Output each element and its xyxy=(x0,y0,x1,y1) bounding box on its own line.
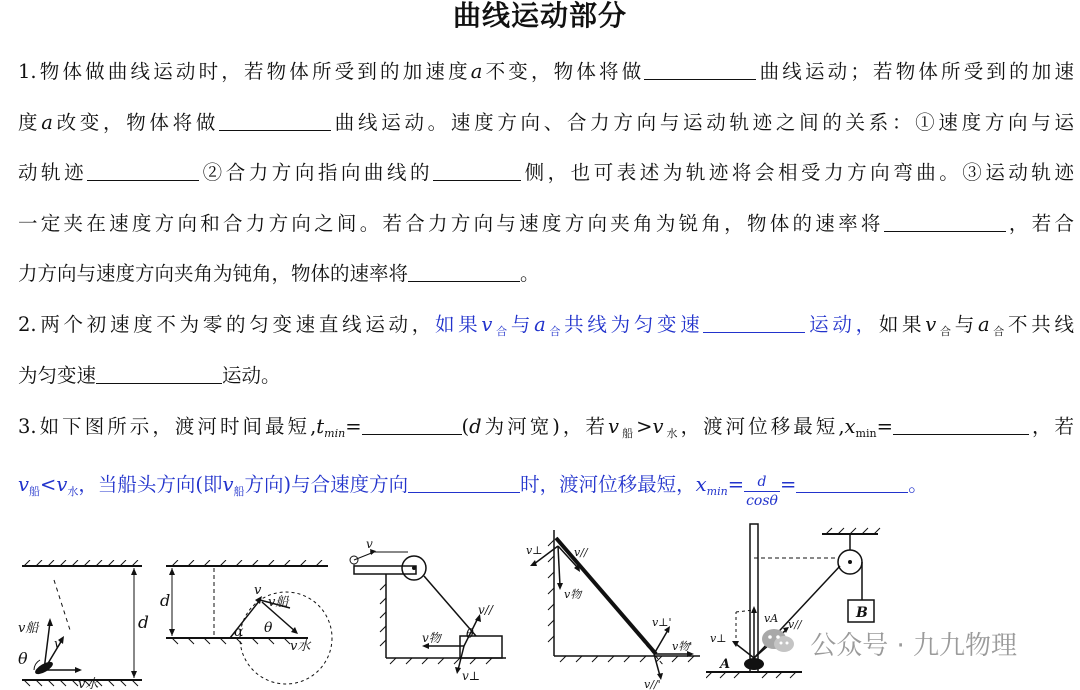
q1-line-5: 力方向与速度方向夹角为钝角，物体的速率将 。 xyxy=(18,259,1074,289)
label-v: v xyxy=(254,583,262,598)
wechat-icon xyxy=(760,627,796,655)
label-B: B xyxy=(856,605,868,621)
figure-boat-crossing xyxy=(14,560,164,690)
label-v-shui: v水 xyxy=(290,639,311,654)
label-v-chuan: v船 xyxy=(18,621,39,636)
watermark: 公众号 · 九九物理 xyxy=(760,625,1060,671)
fraction-d-over-cos: $\frac{d}{\cos\theta}$ xyxy=(746,474,778,509)
page-title: 曲线运动部分 xyxy=(452,0,627,32)
answer-blank[interactable] xyxy=(408,259,520,282)
q1-line-4: 一定夹在速度方向和合力方向之间。若合力方向与速度方向夹角为锐角，物体的速率将 ，若合 xyxy=(18,209,1074,239)
label-v: v xyxy=(366,538,373,551)
label-v-par: v// xyxy=(574,546,588,559)
label-v: v xyxy=(54,637,62,652)
q3-line-2: $v_船<v_水$，当船头方向(即$v_船$方向)与合速度方向 时，渡河位移最短，$x_{min}=$ $\frac{d}{\cos\theta}$ = 。 xyxy=(18,470,1074,510)
label-v-perp: v⊥ xyxy=(462,669,481,683)
label-v-par: v// xyxy=(478,603,493,617)
figure-sliding-rod xyxy=(524,526,706,690)
label-v-wu2: v物' xyxy=(672,640,693,653)
label-d: d xyxy=(160,591,171,610)
label-v-perp2: v⊥' xyxy=(652,616,672,629)
q2-line-2: 为匀变速 运动。 xyxy=(18,361,1074,391)
label-theta: θ xyxy=(466,627,474,642)
label-d: d xyxy=(138,613,149,633)
answer-blank[interactable] xyxy=(96,361,222,384)
answer-blank[interactable] xyxy=(644,57,756,80)
answer-blank[interactable] xyxy=(219,108,331,131)
answer-blank[interactable] xyxy=(433,158,521,181)
label-v-A: vA xyxy=(764,612,779,625)
answer-blank[interactable] xyxy=(408,470,520,493)
label-A: A xyxy=(720,657,731,672)
label-theta: θ xyxy=(18,649,28,668)
answer-blank[interactable] xyxy=(87,158,199,181)
answer-blank[interactable] xyxy=(884,209,1006,232)
q3-line-1: 3.如下图所示，渡河时间最短$,t_{min}= (d$为河宽)，若$v_船>v_水$，渡河位移最短$,x_{min}=$ ，若 xyxy=(18,412,1074,449)
label-v-wu: v物 xyxy=(422,631,441,645)
label-v-perp: v⊥ xyxy=(526,544,543,557)
answer-blank[interactable] xyxy=(893,412,1029,435)
label-v-shui: v水 xyxy=(78,677,99,690)
answer-blank[interactable] xyxy=(703,310,805,333)
label-theta: θ xyxy=(264,620,273,636)
q1-line-3: 动轨迹 ②合力方向指向曲线的 侧，也可表述为轨迹将会相受力方向弯曲。③运动轨迹 xyxy=(18,158,1074,188)
q1-line-2: 度a改变，物体将做 曲线运动。速度方向、合力方向与运动轨迹之间的关系：①速度方向与运 xyxy=(18,108,1074,138)
label-v-perp: v⊥ xyxy=(710,632,727,645)
label-v-par: v// xyxy=(788,618,802,631)
answer-blank[interactable] xyxy=(362,412,462,435)
label-v-chuan: v船 xyxy=(268,595,289,610)
answer-blank[interactable] xyxy=(796,470,908,493)
label-v-par2: v//' xyxy=(644,678,661,690)
figure-velocity-triangle xyxy=(158,560,338,690)
label-alpha: α xyxy=(234,624,244,640)
q1-line-1: 1.物体做曲线运动时，若物体所受到的加速度a不变，物体将做 曲线运动；若物体所受到的加速 xyxy=(18,57,1074,87)
figure-pulley-cliff xyxy=(346,538,516,688)
q2-line-1: 2.两个初速度不为零的匀变速直线运动，如果$v_合$与$a_合$共线为匀变速 运动，如果$v_合$与$a_合$不共线 xyxy=(18,310,1074,347)
label-v-wu: v物 xyxy=(564,588,582,601)
